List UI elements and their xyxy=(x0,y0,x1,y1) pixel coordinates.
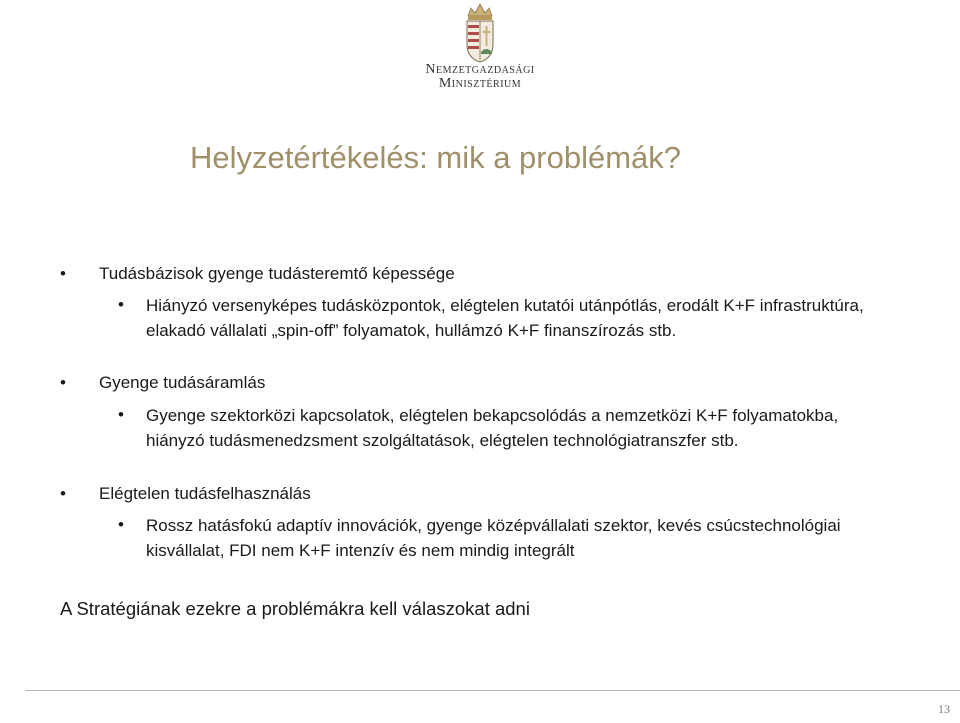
logo-text-line2: Minisztérium xyxy=(438,76,522,91)
page-number: 13 xyxy=(938,702,950,716)
logo-text-line1: Nemzetgazdasági xyxy=(425,62,535,77)
section-detail: Hiányzó versenyképes tudásközpontok, elégtelen kutatói utánpótlás, erodált K+F infrastruktúra, elakadó vállalati „spin-off” folyamatok, hullámzó K+F finanszírozás stb. xyxy=(146,296,864,340)
section-heading: Gyenge tudásáramlás xyxy=(99,373,266,392)
section-detail: Rossz hatásfokú adaptív innovációk, gyenge középvállalati szektor, kevés csúcstechnológiai kisvállalat, FDI nem K+F intenzív és nem mindig integrált xyxy=(146,516,841,560)
bullet-icon: • xyxy=(60,264,66,283)
bullet-icon: • xyxy=(118,515,124,534)
conclusion-text: A Stratégiának ezekre a problémákra kell válaszokat adni xyxy=(60,598,530,619)
bullet-icon: • xyxy=(118,295,124,314)
section-heading: Elégtelen tudásfelhasználás xyxy=(99,484,311,503)
bullet-icon: • xyxy=(60,484,66,503)
footer-divider xyxy=(25,690,960,691)
section-detail: Gyenge szektorközi kapcsolatok, elégtelen bekapcsolódás a nemzetközi K+F folyamatokba, hiányzó tudásmenedzsment szolgáltatások, elégtelen technológiatranszfer stb. xyxy=(146,406,839,450)
bullet-icon: • xyxy=(60,373,66,392)
section-heading: Tudásbázisok gyenge tudásteremtő képessége xyxy=(99,264,455,283)
coat-of-arms-icon xyxy=(463,2,497,64)
slide-title: Helyzetértékelés: mik a problémák? xyxy=(190,140,682,175)
ministry-logo xyxy=(400,0,560,96)
bullet-icon: • xyxy=(118,405,124,424)
